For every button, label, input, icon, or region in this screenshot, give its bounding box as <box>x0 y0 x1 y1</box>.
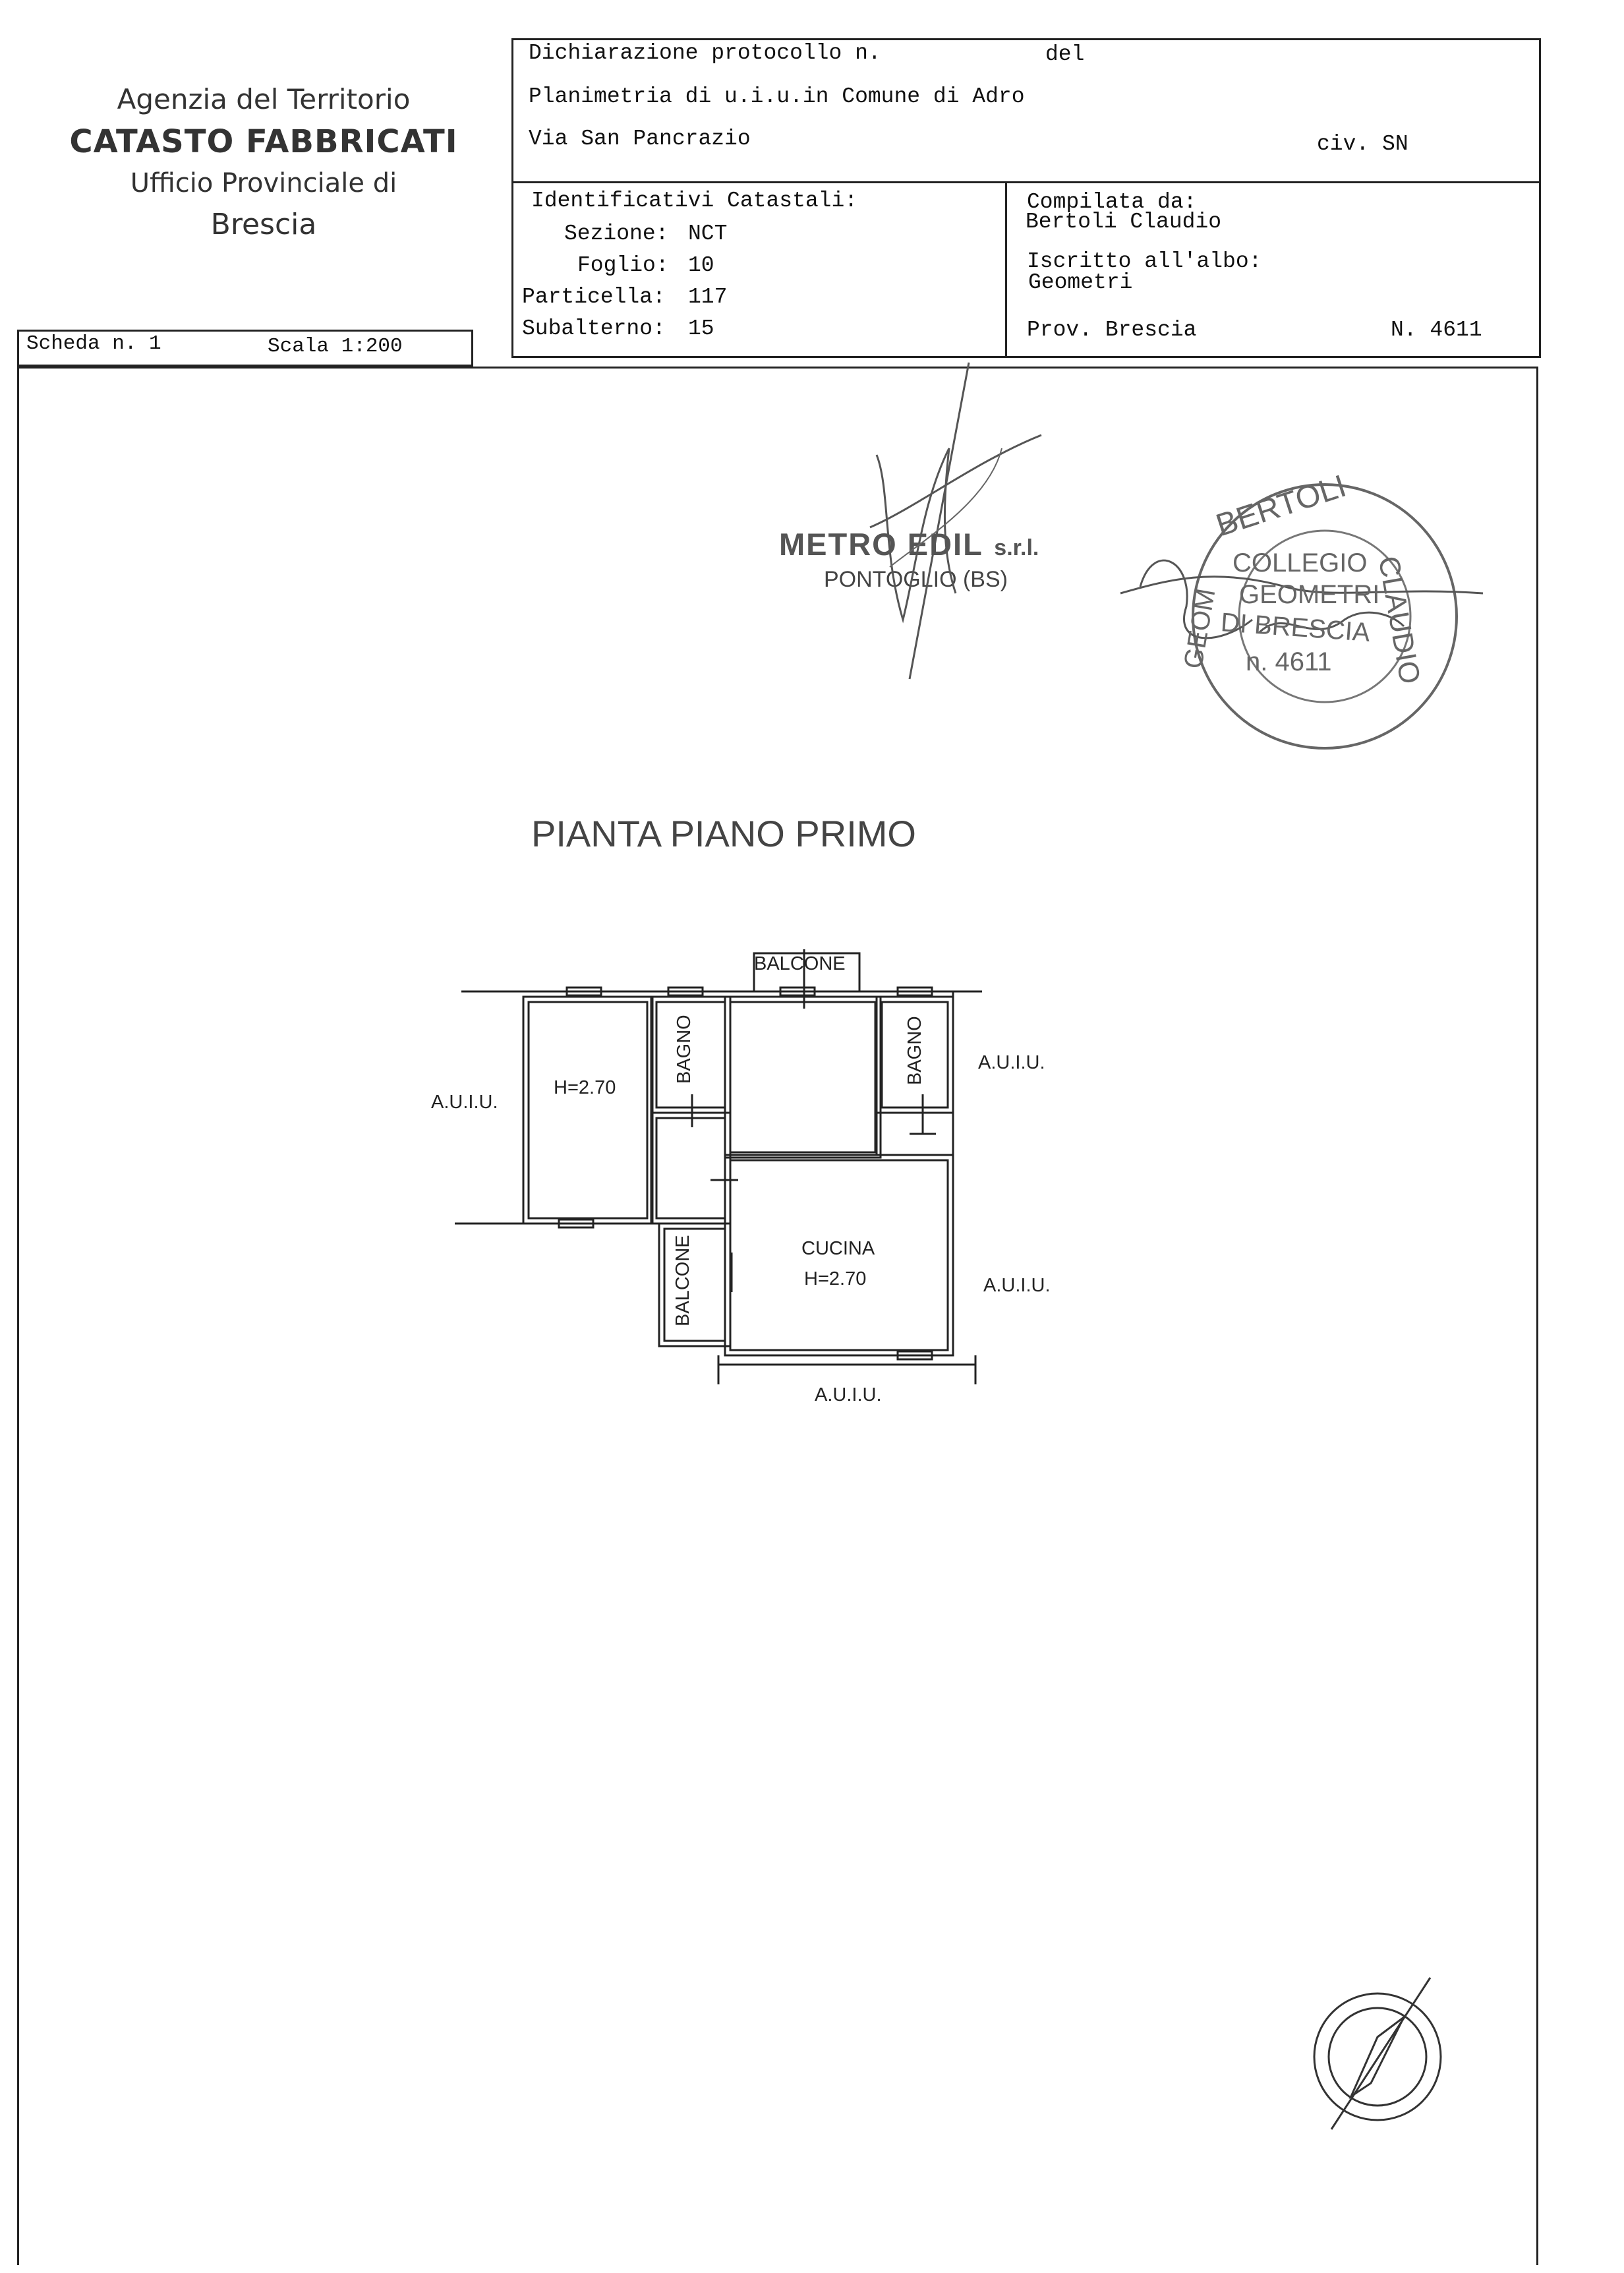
foglio-value: 10 <box>688 253 714 278</box>
plan-aiu-right-mid: A.U.I.U. <box>983 1275 1051 1296</box>
stamp-line2: GEOMETRI <box>1239 580 1380 609</box>
plan-balcone-side: BALCONE <box>672 1235 693 1326</box>
plan-aiu-right-top: A.U.I.U. <box>978 1052 1045 1073</box>
plan-aiu-bottom: A.U.I.U. <box>815 1384 882 1405</box>
company-name: METRO EDIL <box>779 527 983 562</box>
prov-text: Prov. Brescia <box>1027 318 1197 342</box>
plan-cucina-height: H=2.70 <box>804 1268 867 1289</box>
stamp-line3: DI BRESCIA <box>1219 608 1372 647</box>
stamp-text-top: BERTOLI <box>1211 468 1350 544</box>
scheda-label: Scheda n. 1 <box>26 332 161 355</box>
plan-room-height: H=2.70 <box>554 1077 616 1098</box>
floor-plan <box>448 936 1015 1398</box>
signature-mark <box>844 356 1068 686</box>
scala-label: Scala 1:200 <box>268 335 403 358</box>
planimetria-text: Planimetria di u.i.u.in Comune di Adro <box>529 84 1025 109</box>
agency-line4: Brescia <box>210 208 317 241</box>
plan-balcone-top: BALCONE <box>754 953 846 974</box>
agency-line1: Agenzia del Territorio <box>117 83 411 115</box>
particella-label: Particella: <box>522 285 666 309</box>
plan-cucina: CUCINA <box>801 1238 875 1259</box>
agency-heading <box>20 79 508 247</box>
dichiarazione-text: Dichiarazione protocollo n. <box>529 41 881 65</box>
numero-text: N. 4611 <box>1391 318 1482 342</box>
civico-text: civ. SN <box>1317 132 1408 156</box>
identificativi-title: Identificativi Catastali: <box>531 189 858 213</box>
iscritto-label: Iscritto all'albo: <box>1027 249 1262 274</box>
plan-aiu-left: A.U.I.U. <box>431 1092 498 1113</box>
stamp-text-left: GEOM <box>1178 586 1221 671</box>
plan-bagno-right: BAGNO <box>904 1016 925 1085</box>
company-suffix: s.r.l. <box>994 535 1039 560</box>
stamp-line4: n. 4611 <box>1246 647 1332 676</box>
sezione-label: Sezione: <box>564 221 669 246</box>
via-text: Via San Pancrazio <box>529 127 751 151</box>
foglio-label: Foglio: <box>577 253 669 278</box>
stamp-text-right: CLAUDIO <box>1372 554 1426 687</box>
north-arrow-icon <box>1305 1964 1457 2136</box>
subalterno-value: 15 <box>688 316 714 341</box>
company-location: PONTOGLIO (BS) <box>824 567 1008 592</box>
compilata-title: Compilata da: <box>1027 190 1197 214</box>
agency-line3: Ufficio Provinciale di <box>130 168 397 198</box>
stamp-line1: COLLEGIO <box>1232 548 1368 577</box>
plan-bagno-left: BAGNO <box>674 1015 695 1084</box>
subalterno-label: Subalterno: <box>522 316 666 341</box>
del-text: del <box>1045 42 1085 67</box>
albo-value: Geometri <box>1028 270 1133 295</box>
sezione-value: NCT <box>688 221 728 246</box>
particella-value: 117 <box>688 285 728 309</box>
plan-title: PIANTA PIANO PRIMO <box>531 813 916 854</box>
compilata-name: Bertoli Claudio <box>1026 210 1222 234</box>
agency-line2: CATASTO FABBRICATI <box>69 123 458 160</box>
